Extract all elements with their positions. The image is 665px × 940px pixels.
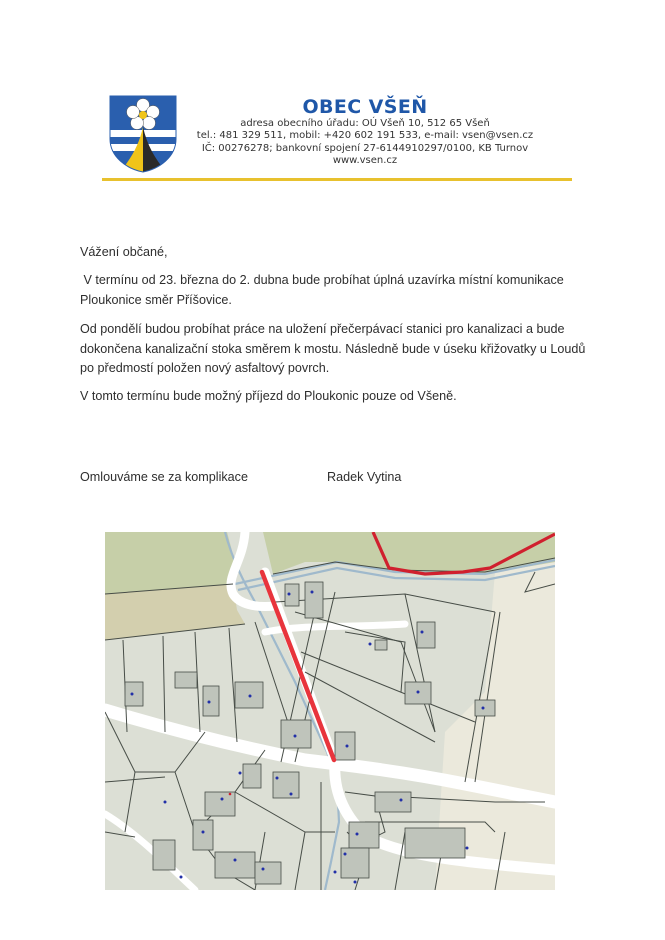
map-field-green-left [105,532,235,594]
id-bank-info: IČ: 00276278; bankovní spojení 27-6144910297/0100, KB Turnov [201,142,529,154]
cadastral-map [105,532,555,890]
signature-name: Radek Vytina [327,470,402,484]
paragraph-works: Od pondělí budou probíhat práce na uložení přečerpávací stanici pro kanalizaci a bude dokončena kanalizační stoka směrem k mostu. Následně bude v úseku křižovatky u Loudů po předmostí položen nový asfaltový povrch. [80,322,586,375]
closing-apology: Omlouváme se za komplikace [80,470,248,484]
letterhead [190,96,540,167]
paragraph-access: V tomto termínu bude možný příjezd do Ploukonic pouze od Všeně. [80,389,457,403]
paragraph-closure: V termínu od 23. března do 2. dubna bude probíhat úplná uzavírka místní komunikace Ploukonice směr Příšovice. [80,273,568,307]
office-address: adresa obecního úřadu: OÚ Všeň 10, 512 65 Všeň [240,118,490,129]
greeting: Vážení občané, [80,245,168,259]
contact-info: tel.: 481 329 511, mobil: +420 602 191 533, e-mail: vsen@vsen.cz [196,130,534,142]
crest-icon [109,95,177,173]
header-divider [102,178,572,181]
municipality-title: OBEC VŠEŇ [302,96,428,118]
website-link[interactable]: www.vsen.cz [332,154,398,166]
map-marker [229,793,232,796]
